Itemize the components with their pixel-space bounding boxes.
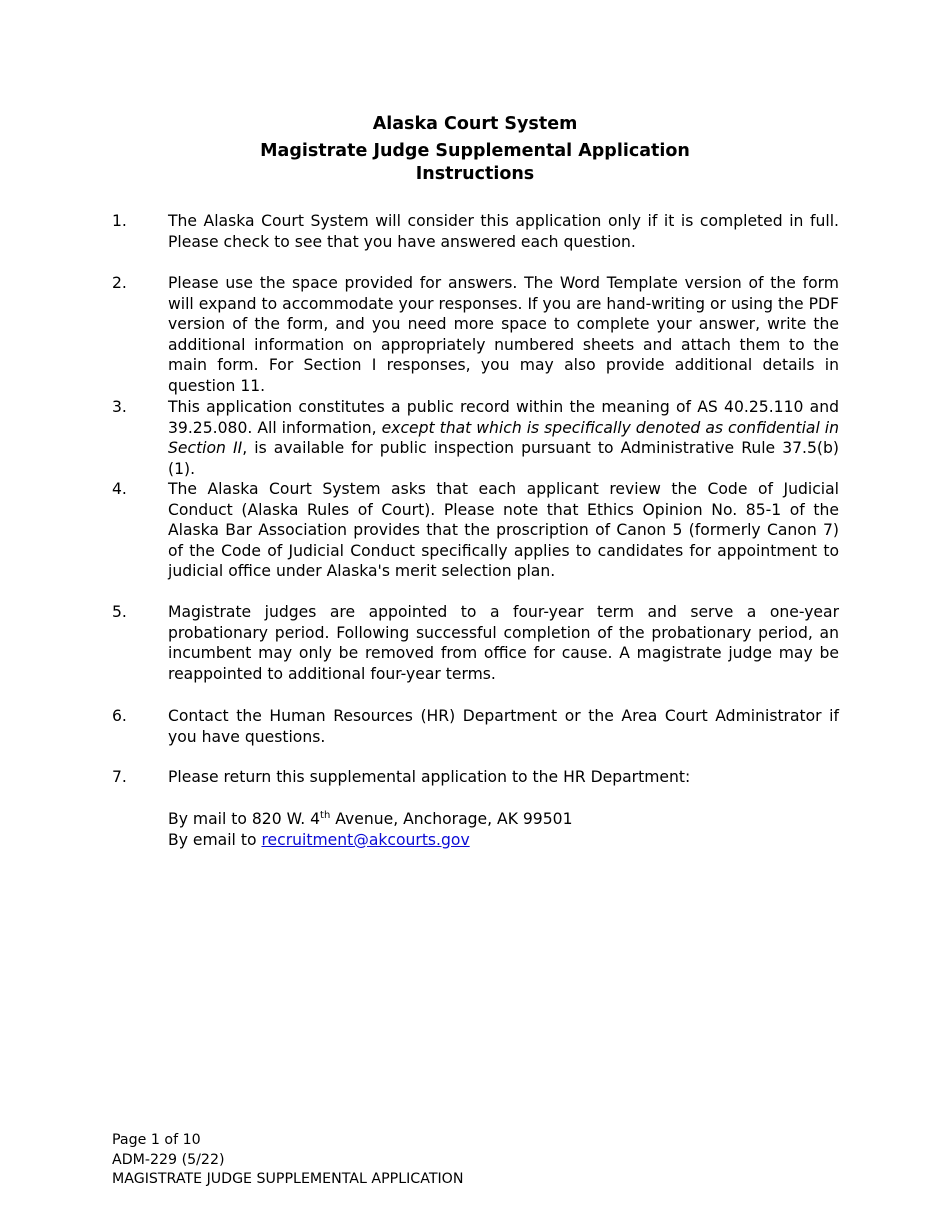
item-number: 3.: [112, 398, 127, 416]
list-item: [112, 767, 839, 788]
item-number: 1.: [112, 212, 127, 230]
mail-superscript: th: [320, 809, 331, 821]
item-text: The Alaska Court System will consider this application only if it is completed in full. Please check to see that you have answered each question.: [168, 212, 839, 251]
list-item: [112, 602, 839, 684]
mail-suffix: Avenue, Anchorage, AK 99501: [330, 810, 573, 828]
item-text: Contact the Human Resources (HR) Department or the Area Court Administrator if you have questions.: [168, 707, 839, 746]
document-title: Alaska Court System: [372, 114, 578, 134]
item-text-before: This application constitutes a public record within the meaning of AS 40.25.110 and 39.25.080. All information,: [168, 398, 839, 437]
form-id: ADM-229 (5/22): [112, 1151, 225, 1168]
page-footer: [112, 1131, 463, 1190]
email-prefix: By email to: [168, 830, 262, 849]
form-name: MAGISTRATE JUDGE SUPPLEMENTAL APPLICATION: [112, 1171, 464, 1187]
item-number: 7.: [112, 768, 127, 786]
item-text-italic: except that which is specifically denoted as confidential in Section II: [168, 418, 840, 458]
mail-prefix: By mail to 820 W. 4: [168, 810, 321, 828]
list-item: [112, 397, 839, 479]
item-text: Please use the space provided for answers. The Word Template version of the form will expand to accommodate your responses. If you are hand-writing or using the PDF version of the form, and you need more space to complete your answer, write the additional information on appropriately numbered sheets and attach them to the main form. For Section I responses, you may also provide additional details in question 11.: [168, 274, 839, 395]
page-number: Page 1 of 10: [112, 1132, 201, 1148]
list-item: [112, 211, 839, 252]
mail-address: [168, 809, 573, 830]
item-text: Please return this supplemental application to the HR Department:: [168, 768, 691, 786]
email-link[interactable]: recruitment@akcourts.gov: [261, 830, 470, 849]
document-subtitle: Magistrate Judge Supplemental Application: [260, 141, 690, 161]
instructions-heading: Instructions: [415, 164, 535, 184]
item-text: Magistrate judges are appointed to a four-year term and serve a one-year probationary period. Following successful completion of the probationary period, an incumbent may only be removed from office for cause. A magistrate judge may be reappointed to additional four-year terms.: [168, 603, 839, 683]
item-number: 2.: [112, 274, 127, 292]
item-number: 5.: [112, 603, 127, 621]
list-item: [112, 479, 839, 582]
list-item: [112, 706, 839, 747]
email-line: [168, 830, 573, 851]
contact-info: [168, 809, 573, 850]
item-text: The Alaska Court System asks that each applicant review the Code of Judicial Conduct (Alaska Rules of Court). Please note that Ethics Opinion No. 85-1 of the Alaska Bar Association provides that the proscription of Canon 5 (formerly Canon 7) of the Code of Judicial Conduct specifically applies to candidates for appointment to judicial office under Alaska's merit selection plan.: [168, 480, 839, 581]
list-item: [112, 273, 839, 397]
item-text: [168, 397, 839, 479]
item-number: 4.: [112, 480, 127, 498]
item-number: 6.: [112, 707, 127, 725]
item-text-after: , is available for public inspection pursuant to Administrative Rule 37.5(b)(1).: [168, 439, 839, 478]
